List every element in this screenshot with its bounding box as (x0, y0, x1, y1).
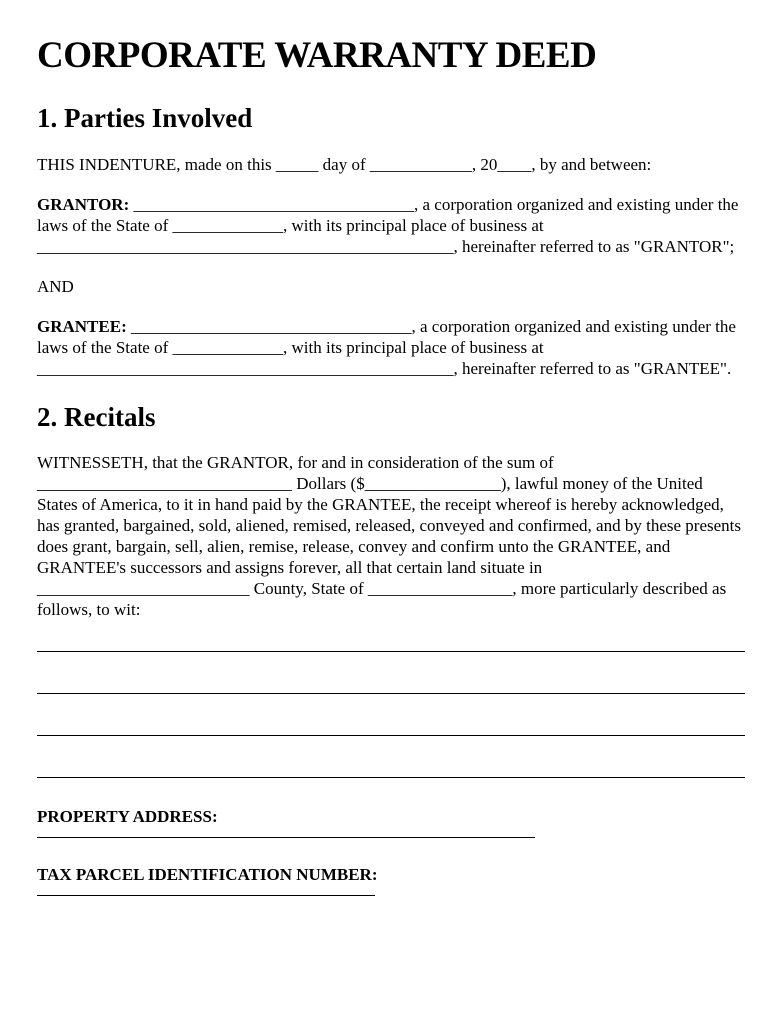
grantee-label: GRANTEE: (37, 317, 127, 336)
and-text: AND (37, 277, 74, 296)
section-heading-recitals: 2. Recitals (37, 402, 156, 432)
recitals-paragraph: WITNESSETH, that the GRANTOR, for and in consideration of the sum of ______________________________ Dollars ($________________), lawful money of the United States of America, to it in hand paid by the GRANTEE, the receipt whereof is hereby acknowledged, has granted, bargained, sold, aliened, remised, released, conveyed and confirmed, and by these presents does grant, bargain, sell, alien, remise, release, convey and confirm unto the GRANTEE, and GRANTEE's successors and assigns forever, all that certain land situate in _________________________ County, State of _________________, more particularly described as follows, to wit: (37, 453, 741, 619)
grantor-paragraph (37, 194, 745, 257)
grantor-text: _________________________________, a corporation organized and existing under the laws of the State of _____________, with its principal place of business at _________________________________________________, hereinafter referred to as "GRANTOR"; (37, 195, 739, 256)
property-address-line (37, 837, 535, 838)
deed-document (37, 36, 745, 896)
grantor-label: GRANTOR: (37, 195, 130, 214)
grantee-text: _________________________________, a corporation organized and existing under the laws of the State of _____________, with its principal place of business at _________________________________________________, hereinafter referred to as "GRANTEE". (37, 317, 736, 378)
legal-description-line (37, 672, 745, 714)
document-title: CORPORATE WARRANTY DEED (37, 35, 597, 76)
legal-description-line (37, 756, 745, 798)
indenture-paragraph: THIS INDENTURE, made on this _____ day of ____________, 20____, by and between: (37, 155, 652, 174)
property-address-label: PROPERTY ADDRESS: (37, 807, 218, 826)
tax-parcel-label: TAX PARCEL IDENTIFICATION NUMBER: (37, 865, 378, 884)
legal-description-line (37, 630, 745, 672)
legal-description-lines (37, 630, 745, 798)
section-heading-parties: 1. Parties Involved (37, 103, 253, 133)
grantee-paragraph (37, 316, 745, 379)
tax-parcel-line (37, 895, 375, 896)
legal-description-line (37, 714, 745, 756)
